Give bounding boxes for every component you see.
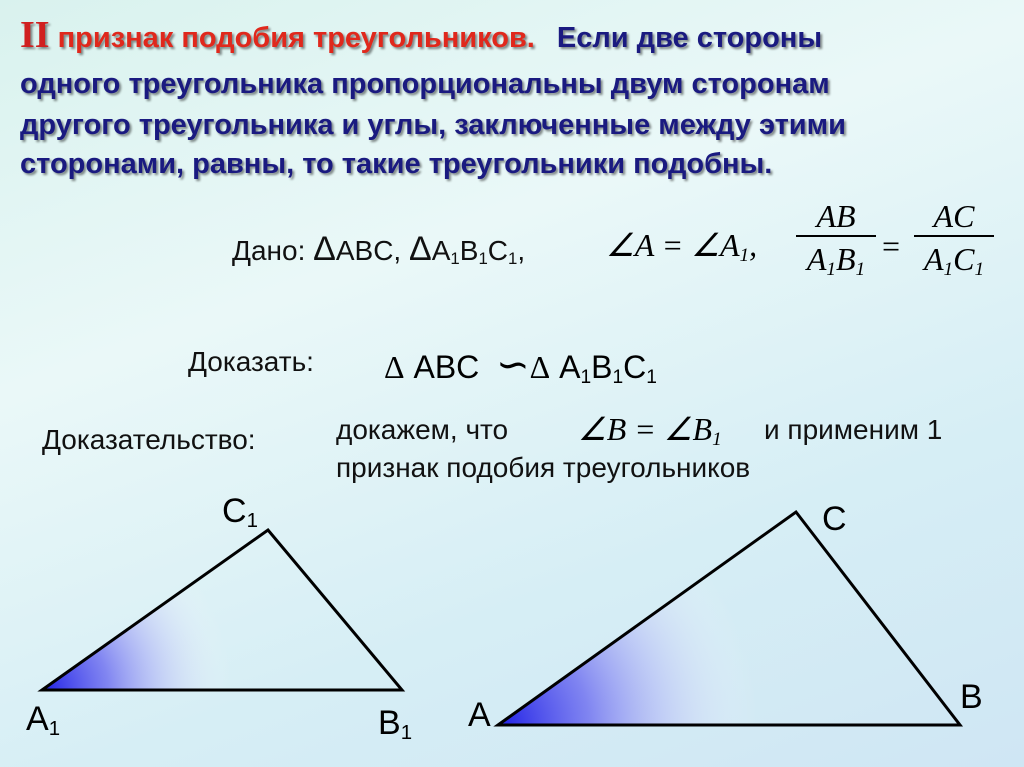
delta-symbol: Δ <box>313 230 336 268</box>
fraction-denominator: $A_1B_1$ <box>806 241 866 280</box>
vertex-b-label: B <box>960 678 983 716</box>
fraction-numerator: AB <box>816 198 856 234</box>
triangle-abc <box>498 512 960 725</box>
vertex-b1-label: $B_1$ <box>378 704 413 745</box>
triangle-a1b1c1 <box>42 530 402 690</box>
proof-text-2: и применим 1 <box>764 414 943 445</box>
theorem-line-3: другого треугольника и углы, заключенные между этими <box>20 109 846 141</box>
fraction-denominator: $A_1C_1$ <box>923 241 985 280</box>
theorem-line-2: одного треугольника пропорциональны двум сторонам <box>20 68 830 100</box>
prove-triangle-1: ABC <box>413 349 480 385</box>
proof-label: Доказательство: <box>42 424 256 455</box>
vertex-a-label: A <box>468 696 491 734</box>
fraction-numerator: AC <box>933 198 975 234</box>
theorem-text-1: Если две стороны <box>556 22 823 54</box>
given-row: Дано: ΔABC, $\Delta A_1B_1C_1$, <box>232 230 526 269</box>
proof-angle-equality: ∠B = $\angle B_1$ <box>578 411 722 450</box>
prove-label: Доказать: <box>188 346 314 377</box>
proof-text-3: признак подобия треугольников <box>336 452 751 483</box>
similar-symbol: ∽ <box>496 343 530 387</box>
given-angle-equality: ∠A = $\angle A_1$, <box>606 227 758 266</box>
delta-symbol: Δ <box>529 349 551 385</box>
delta-symbol: Δ <box>384 349 405 385</box>
given-triangle-1: ABC, <box>335 235 402 266</box>
delta-symbol: Δ <box>409 230 432 268</box>
given-triangle-2: $A_1B_1C_1$ <box>431 235 518 269</box>
proof-text-1: докажем, что <box>336 414 509 445</box>
theorem-heading: признак подобия треугольников. <box>57 22 535 54</box>
roman-numeral: II <box>20 14 50 56</box>
given-label: Дано: <box>232 235 306 266</box>
vertex-c-label: C <box>822 500 847 538</box>
theorem-line-4: сторонами, равны, то такие треугольники подобны. <box>20 148 773 180</box>
prove-triangle-2: $A_1B_1C_1$ <box>559 349 657 388</box>
vertex-a1-label: $A_1$ <box>26 700 61 741</box>
vertex-c1-label: $C_1$ <box>222 492 258 533</box>
fraction-equals: = <box>882 228 901 264</box>
